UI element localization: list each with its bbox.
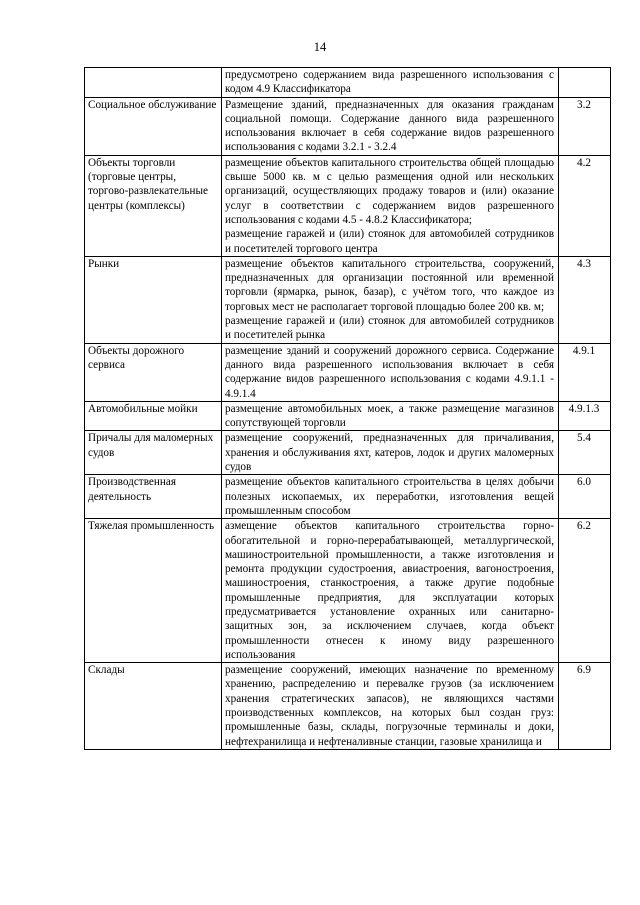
description-paragraph: Размещение зданий, предназначенных для оказания гражданам социальной помощи. Содержание данного вида разрешенного использования включает в себя содержание видов разрешенного использования с кодами 3.2.1 - 3.2.4 [225,98,554,154]
use-name-cell: Автомобильные мойки [85,401,222,431]
use-description-cell [222,343,559,401]
table-row [85,401,611,431]
use-code-cell: 4.3 [559,256,611,343]
description-paragraph: размещение сооружений, имеющих назначение по временному хранению, распределению и перевалке грузов (за исключением хранения стратегических запасов), не являющихся частями производственных комплексов, на которых был создан груз: промышленные базы, склады, погрузочные терминалы и доки, нефтехранилища и нефтеналивные станции, газовые хранилища и [225,664,554,748]
use-code-cell: 6.0 [559,475,611,519]
table-row [85,475,611,519]
table-row [85,431,611,475]
description-paragraph: предусмотрено содержанием вида разрешенного использования с кодом 4.9 Классификатора [225,69,554,96]
use-code-cell: 6.9 [559,663,611,750]
use-description-cell [222,401,559,431]
use-name-cell: Социальное обслуживание [85,97,222,155]
table-row [85,155,611,256]
description-paragraph: размещение автомобильных моек, а также размещение магазинов сопутствующей торговли [225,402,554,430]
description-paragraph: размещение гаражей и (или) стоянок для автомобилей сотрудников и посетителей торгового центра [225,228,554,255]
use-code-cell: 4.2 [559,155,611,256]
use-description-cell [222,663,559,750]
table-body [85,68,611,750]
description-paragraph: размещение объектов капитального строительства в целях добычи полезных ископаемых, их переработки, изготовления вещей промышленным способом [225,476,554,517]
use-name-cell: Причалы для маломерных судов [85,431,222,475]
use-code-cell: 3.2 [559,97,611,155]
use-name-cell: Объекты дорожного сервиса [85,343,222,401]
description-paragraph: размещение объектов капитального строительства, сооружений, предназначенных для организации постоянной или временной торговли (ярмарка, рынок, базар), с учётом того, что каждое из торговых мест не располагает торговой площадью более 200 кв. м; [225,257,554,313]
use-code-cell: 4.9.1.3 [559,401,611,431]
use-code-cell: 4.9.1 [559,343,611,401]
table-row [85,68,611,98]
table-row [85,343,611,401]
use-description-cell [222,97,559,155]
description-paragraph: размещение зданий и сооружений дорожного сервиса. Содержание данного вида разрешенного использования включает в себя содержание видов разрешенного использования с кодами 4.9.1.1 - 4.9.1.4 [225,344,554,400]
land-use-table [84,67,611,750]
description-paragraph: размещение гаражей и (или) стоянок для автомобилей сотрудников и посетителей рынка [225,315,554,342]
use-description-cell [222,68,559,98]
description-paragraph: размещение сооружений, предназначенных для причаливания, хранения и обслуживания яхт, катеров, лодок и других маломерных судов [225,432,554,474]
use-name-cell [85,68,222,98]
use-code-cell: 6.2 [559,519,611,663]
use-code-cell: 5.4 [559,431,611,475]
use-name-cell: Склады [85,663,222,750]
use-description-cell [222,431,559,475]
use-description-cell [222,155,559,256]
use-name-cell: Производственная деятельность [85,475,222,519]
table-row [85,256,611,343]
description-paragraph: размещение объектов капитального строительства общей площадью свыше 5000 кв. м с целью размещения одной или нескольких организаций, осуществляющих продажу товаров и (или) оказание услуг в соответствии с содержанием видов разрешенного использования с кодами 4.5 - 4.8.2 Классификатора; [225,156,554,226]
use-name-cell: Тяжелая промышленность [85,519,222,663]
description-paragraph: азмещение объектов капитального строительства горно-обогатительной и горно-перерабатывающей, металлургической, машиностроительной промышленности, а также изготовления и ремонта продукции судостроения, авиастроения, вагоностроения, машиностроения, станкостроения, а также другие подобные промышленные предприятия, для эксплуатации которых предусматривается установление охранных или санитарно-защитных зон, за исключением случаев, когда объект промышленности отнесен к иному виду разрешенного использования [225,520,554,661]
use-description-cell [222,256,559,343]
page-number: 14 [313,40,327,54]
use-description-cell [222,519,559,663]
table-row [85,97,611,155]
use-code-cell [559,68,611,98]
use-name-cell: Рынки [85,256,222,343]
use-description-cell [222,475,559,519]
table-row [85,663,611,750]
use-name-cell: Объекты торговли (торговые центры, торгово-развлекательные центры (комплексы) [85,155,222,256]
table-row [85,519,611,663]
